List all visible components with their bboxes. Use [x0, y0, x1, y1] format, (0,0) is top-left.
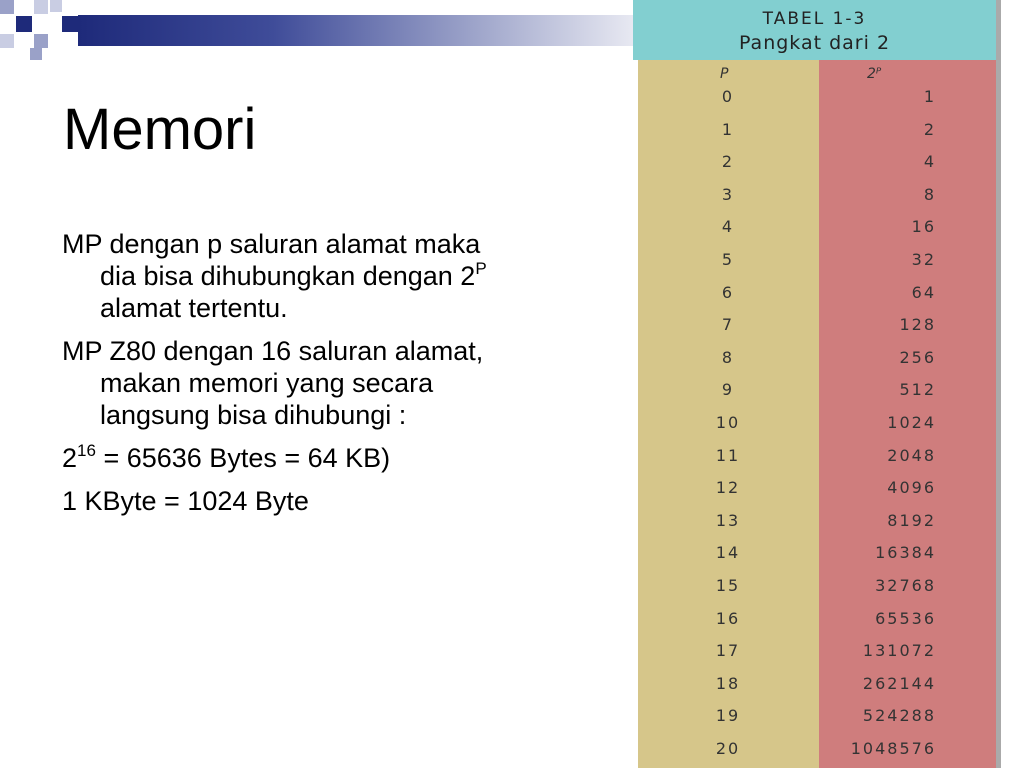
table-cell-power: 32768: [875, 576, 936, 595]
table-cell-power: 256: [899, 348, 936, 367]
table-caption-number: TABEL 1-3: [762, 9, 867, 29]
column-header-power: 2ᴾ: [867, 66, 882, 82]
table-cell-power: 32: [911, 250, 936, 269]
table-caption-title: Pangkat dari 2: [738, 32, 891, 54]
image-edge: [996, 0, 1001, 768]
table-cell-power: 512: [899, 380, 936, 399]
column-header-p: P: [720, 66, 729, 82]
corner-decoration: [0, 0, 90, 62]
table-column-p: [638, 60, 819, 768]
formula-line: [62, 485, 502, 517]
table-column-power: [819, 60, 996, 768]
table-cell-power: 524288: [862, 706, 936, 725]
deco-square: [0, 0, 14, 14]
table-cell-power: 16: [911, 217, 936, 236]
slide-body: [62, 228, 502, 528]
table-cell-p: 13: [715, 511, 741, 530]
table-cell-power: 8: [923, 185, 936, 204]
deco-square: [30, 48, 42, 60]
paragraph-text-after: alamat tertentu.: [100, 293, 288, 323]
formula-line: [62, 442, 502, 474]
powers-of-two-table: [633, 0, 1024, 768]
paragraph-text: MP dengan p saluran alamat maka dia bisa dihubungkan dengan 2: [62, 229, 481, 291]
table-cell-p: 7: [721, 315, 735, 334]
superscript: P: [475, 259, 487, 278]
deco-square: [62, 16, 78, 32]
deco-square: [34, 34, 48, 48]
table-cell-power: 65536: [875, 609, 936, 628]
table-cell-power: 2048: [887, 446, 936, 465]
table-cell-p: 4: [721, 217, 735, 236]
title-gradient-bar: [78, 15, 634, 46]
deco-square: [50, 0, 62, 12]
table-cell-power: 2: [923, 120, 936, 139]
paragraph-text: 2: [62, 443, 78, 473]
table-cell-p: 17: [715, 641, 741, 660]
table-cell-power: 8192: [887, 511, 936, 530]
table-cell-p: 9: [721, 380, 735, 399]
table-caption: [633, 0, 996, 60]
table-cell-p: 18: [715, 674, 741, 693]
table-cell-power: 131072: [862, 641, 936, 660]
deco-square: [0, 34, 14, 48]
table-cell-p: 10: [715, 413, 741, 432]
table-cell-power: 1: [923, 87, 936, 106]
table-cell-p: 8: [721, 348, 735, 367]
table-cell-p: 3: [721, 185, 735, 204]
table-cell-p: 2: [721, 152, 735, 171]
paragraph-text-after: = 65636 Bytes = 64 KB): [95, 443, 391, 473]
table-cell-power: 4096: [887, 478, 936, 497]
table-cell-power: 4: [923, 152, 936, 171]
table-cell-p: 14: [715, 543, 741, 562]
table-cell-p: 16: [715, 609, 741, 628]
deco-square: [34, 0, 48, 14]
deco-square: [16, 16, 32, 32]
table-cell-power: 64: [911, 283, 936, 302]
table-cell-p: 0: [721, 87, 735, 106]
table-cell-p: 20: [715, 739, 741, 758]
bullet-paragraph: [62, 228, 502, 324]
table-cell-p: 6: [721, 283, 735, 302]
bullet-paragraph: [62, 335, 502, 431]
table-cell-power: 16384: [875, 543, 936, 562]
table-cell-power: 128: [899, 315, 936, 334]
table-cell-power: 262144: [862, 674, 936, 693]
superscript: 16: [77, 441, 96, 460]
table-cell-p: 12: [715, 478, 741, 497]
table-cell-power: 1048576: [850, 739, 936, 758]
table-cell-power: 1024: [887, 413, 936, 432]
table-cell-p: 19: [715, 706, 741, 725]
table-cell-p: 15: [715, 576, 741, 595]
table-cell-p: 1: [721, 120, 735, 139]
slide-title: Memori: [63, 97, 257, 162]
table-cell-p: 5: [721, 250, 735, 269]
paragraph-text: MP Z80 dengan 16 saluran alamat, makan memori yang secara langsung bisa dihubungi :: [62, 336, 484, 430]
table-cell-p: 11: [715, 446, 741, 465]
paragraph-text: 1 KByte = 1024 Byte: [62, 486, 309, 516]
